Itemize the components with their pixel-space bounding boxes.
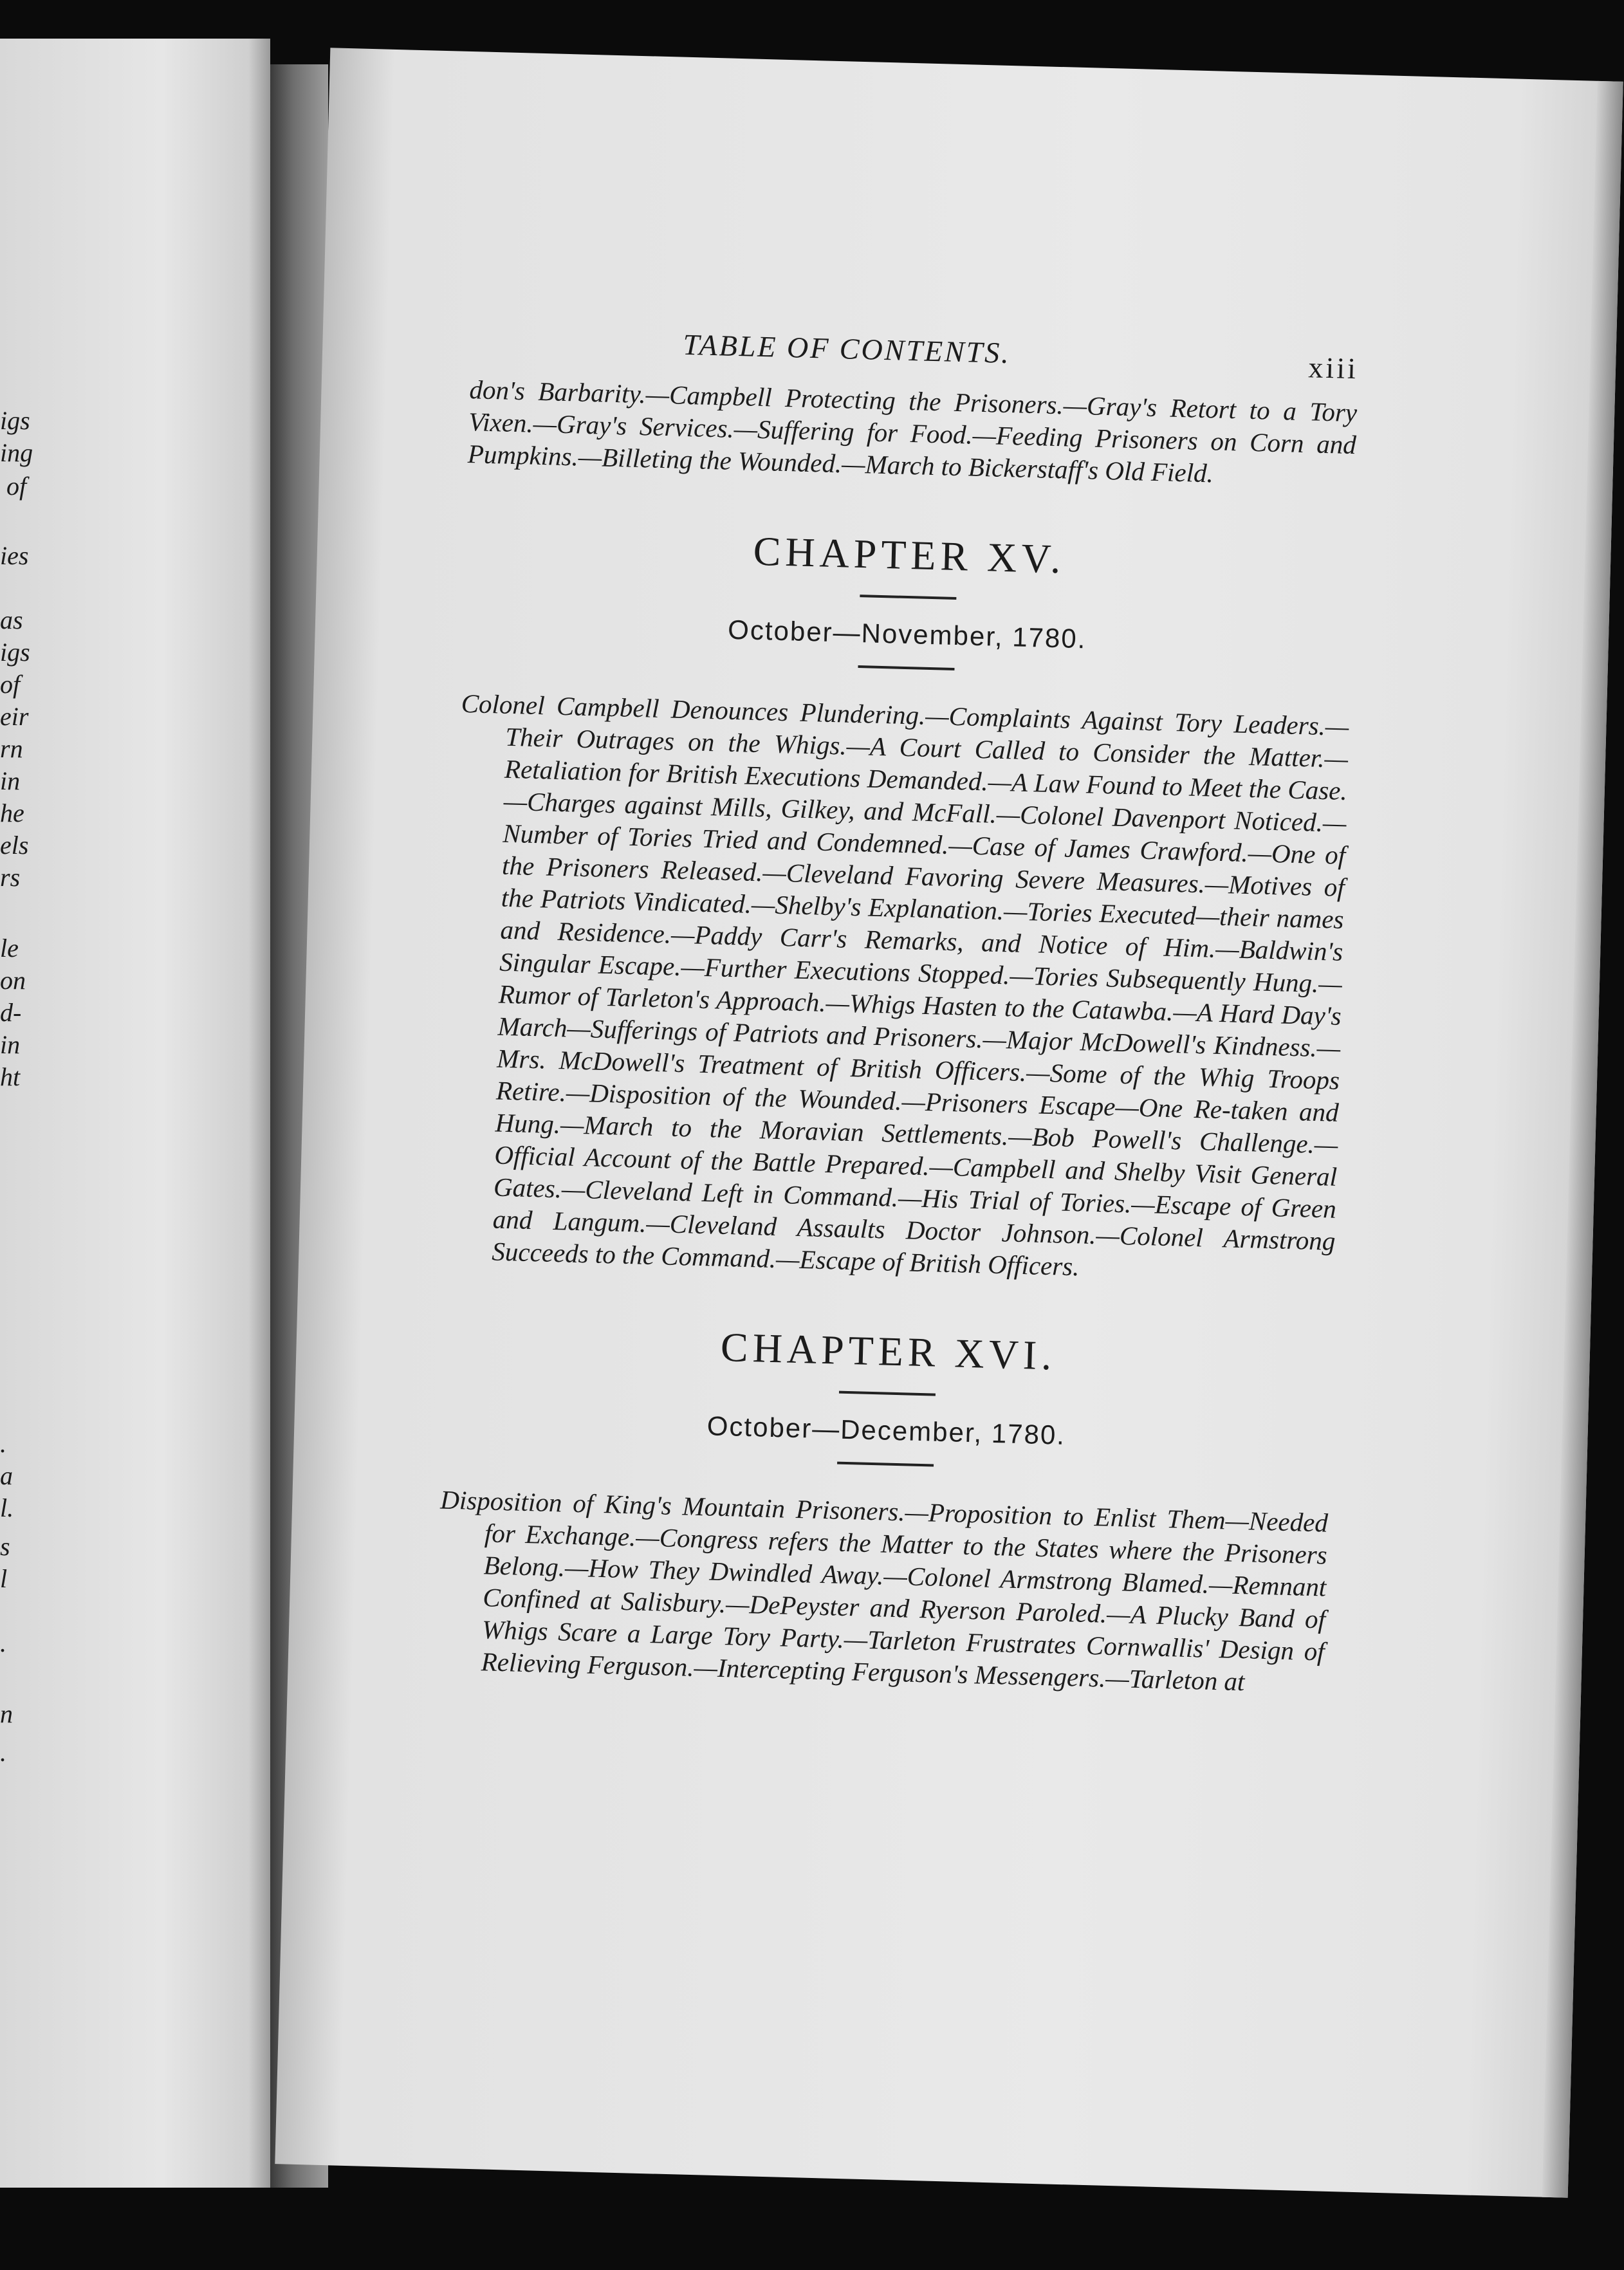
left-fragment: on bbox=[0, 966, 26, 995]
left-fragment: in bbox=[0, 766, 21, 795]
left-fragment: d- bbox=[0, 998, 22, 1027]
chapter-date: October—November, 1780. bbox=[727, 614, 1087, 654]
left-fragment: in bbox=[0, 1030, 21, 1059]
right-page bbox=[275, 48, 1623, 2197]
divider-rule bbox=[837, 1462, 934, 1467]
page-content bbox=[436, 322, 1359, 1699]
left-fragment: n bbox=[0, 1699, 13, 1728]
chapter-section bbox=[447, 520, 1354, 1289]
left-fragment: igs bbox=[0, 406, 30, 435]
running-title: TABLE OF CONTENTS. bbox=[682, 328, 1011, 370]
divider-rule bbox=[839, 1391, 936, 1396]
left-fragment: eir bbox=[0, 702, 29, 731]
chapter-heading: CHAPTER XV. bbox=[752, 528, 1066, 582]
left-fragment: of bbox=[0, 670, 21, 699]
left-fragment: l bbox=[0, 1564, 8, 1593]
chapter-summary: Disposition of King's Mountain Prisoners.—Proposition to Enlist Them—Needed for Exchange.—Congress refers the Matter to the States where the Prisoners Belong.—How They Dwindled Away.—Colonel Armstrong Blamed.—Remnant Confined at Salisbury.—DePeyster and Ryerson Paroled.—A Plucky Band of Whigs Scare a Large Tory Party.—Tarleton Frustrates Cornwallis' Design of Relieving Ferguson.—Intercepting Ferguson's Messengers.—Tarleton at bbox=[439, 1484, 1329, 1697]
chapter-summary: Colonel Campbell Denounces Plundering.—Complaints Against Tory Leaders.—Their Outrages on the Whigs.—A Court Called to Consider the Matter.—Retaliation for British Executions Demanded.—A Law Found to Meet the Case.—Charges against Mills, Gilkey, and McFall.—Colonel Davenport Noticed.—Number of Tories Tried and Condemned.—Case of James Crawford.—One of the Prisoners Released.—Cleveland Favoring Severe Measures.—Motives of the Patriots Vindicated.—Shelby's Explanation.—Tories Executed—their names and Residence.—Paddy Carr's Remarks, and Notice of Him.—Baldwin's Singular Escape.—Further Executions Stopped.—Tories Subsequently Hung.—Rumor of Tarleton's Approach.—Whigs Hasten to the Catawba.—A Hard Day's March—Sufferings of Patriots and Prisoners.—Major McDowell's Kindness.—Mrs. McDowell's Treatment of British Officers.—Some of the Whig Troops Retire.—Disposition of the Wounded.—Prisoners Escape—One Re-taken and Hung.—March to the Moravian Settlements.—Bob Powell's Challenge.—Official Account of the Battle Prepared.—Campbell and Shelby Visit General Gates.—Cleveland Left in Command.—His Trial of Tories.—Escape of Green and Langum.—Cleveland Assaults Doctor Johnson.—Colonel Armstrong Succeeds to the Command.—Escape of British Officers. bbox=[461, 688, 1349, 1282]
divider-rule bbox=[860, 595, 956, 600]
left-fragment: a bbox=[0, 1461, 13, 1490]
chapter-section bbox=[436, 1316, 1333, 1700]
left-fragment: rs bbox=[0, 863, 21, 892]
page-number: xiii bbox=[1307, 351, 1359, 385]
divider-rule bbox=[858, 665, 954, 670]
left-fragment: ht bbox=[0, 1062, 21, 1091]
chapter-date: October—December, 1780. bbox=[706, 1410, 1066, 1450]
left-fragment: ies bbox=[0, 541, 29, 570]
left-fragment: . bbox=[0, 1629, 6, 1657]
left-fragment: rn bbox=[0, 734, 23, 763]
left-fragment: le bbox=[0, 934, 19, 963]
left-fragment: . bbox=[0, 1738, 6, 1767]
left-page bbox=[0, 39, 270, 2188]
left-fragment: ing bbox=[0, 438, 33, 467]
continuation-summary: don's Barbarity.—Campbell Protecting the Prisoners.—Gray's Retort to a Tory Vixen.—Gray's Services.—Suffering for Food.—Feeding Prisoners on Corn and Pumpkins.—Billeting the Wounded.—March to Bickerstaff's Old Field. bbox=[467, 374, 1358, 488]
left-fragment: s bbox=[0, 1532, 10, 1561]
left-page-text-fragments bbox=[0, 39, 270, 2188]
page-edge bbox=[1542, 81, 1623, 2198]
left-fragment: as bbox=[0, 605, 23, 634]
left-fragment: l. bbox=[0, 1493, 14, 1522]
left-fragment: els bbox=[0, 831, 29, 860]
chapter-heading: CHAPTER XVI. bbox=[720, 1324, 1057, 1379]
left-fragment: igs bbox=[0, 638, 30, 667]
left-fragment: he bbox=[0, 798, 24, 827]
left-fragment: . bbox=[0, 1429, 6, 1458]
left-fragment: of bbox=[6, 472, 27, 501]
